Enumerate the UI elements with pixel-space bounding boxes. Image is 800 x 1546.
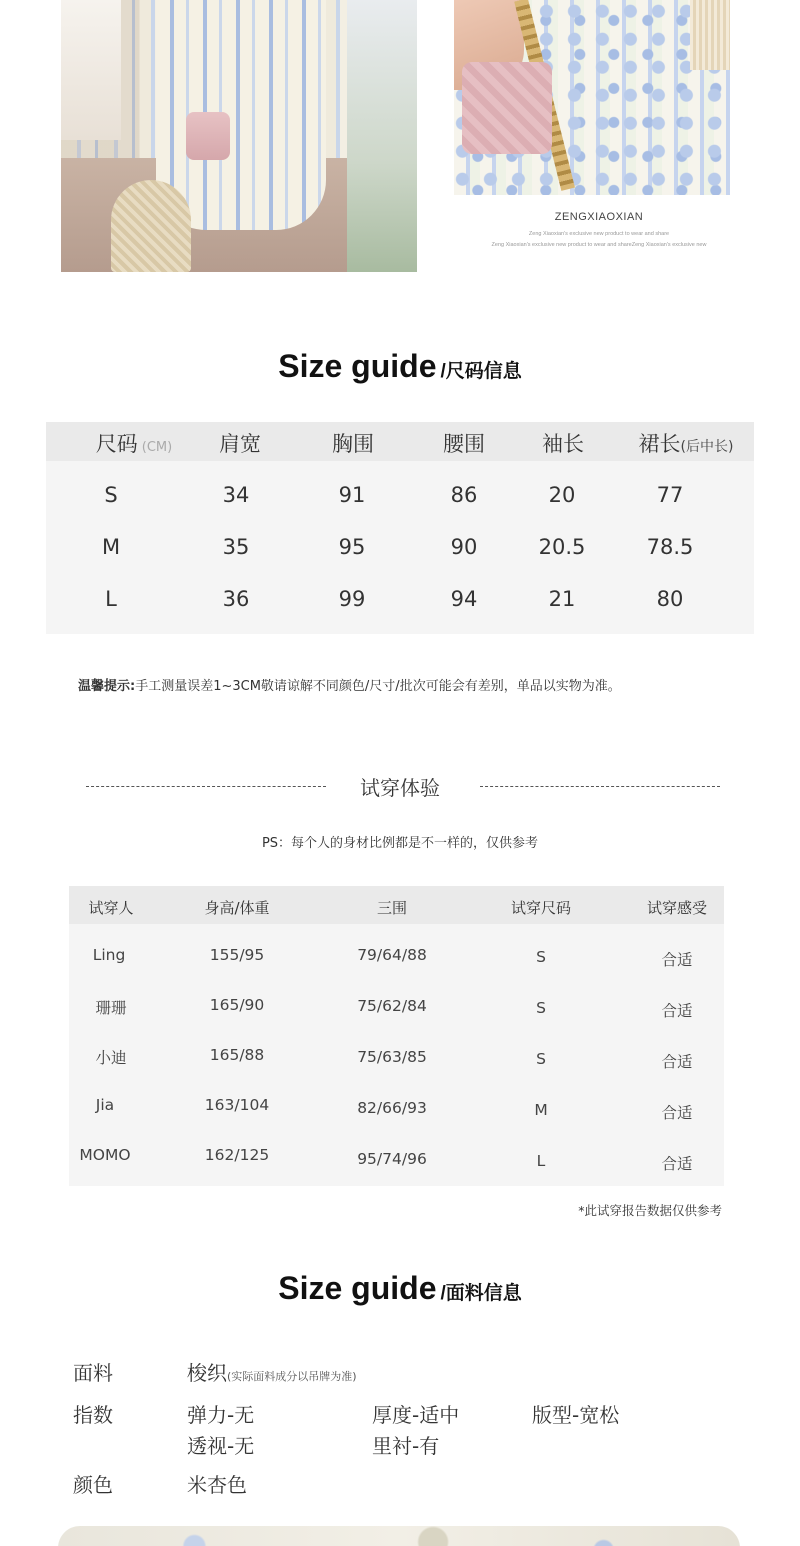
size-cell: 80 xyxy=(656,587,684,611)
try-cell: 合适 xyxy=(661,1053,693,1071)
try-cell: 合适 xyxy=(661,951,693,969)
fabric-detail-photo xyxy=(58,1526,740,1546)
size-cell: 77 xyxy=(656,483,684,507)
try-cell: 75/62/84 xyxy=(357,997,427,1015)
size-cell: 90 xyxy=(450,535,478,559)
try-on-ps: PS：每个人的身材比例都是不一样的，仅供参考 xyxy=(261,836,539,851)
size-cell: S xyxy=(104,483,118,507)
brand-tagline-2: Zeng Xiaoxian's exclusive new product to wear and shareZeng Xiaoxian's exclusive new xyxy=(491,242,707,248)
fabric-index-thickness: 厚度-适中 xyxy=(372,1403,460,1427)
try-cell: 162/125 xyxy=(204,1146,270,1164)
try-col-header-feeling: 试穿感受 xyxy=(646,899,708,917)
size-cell: L xyxy=(105,587,117,611)
size-table xyxy=(46,422,754,634)
size-guide-heading xyxy=(0,348,800,385)
size-cell: 20.5 xyxy=(538,535,586,559)
try-cell: S xyxy=(536,999,546,1017)
try-cell: 合适 xyxy=(661,1104,693,1122)
size-cell: 20 xyxy=(548,483,576,507)
try-cell: S xyxy=(536,948,546,966)
try-cell: 79/64/88 xyxy=(357,946,427,964)
tip-label: 温馨提示: xyxy=(78,679,136,694)
fabric-color-value: 米杏色 xyxy=(187,1473,247,1497)
size-cell: 36 xyxy=(222,587,250,611)
try-cell: 165/90 xyxy=(209,996,265,1014)
size-col-header-size: 尺码 (CM) xyxy=(95,432,173,456)
size-cell: M xyxy=(101,535,121,559)
photo-basket-bag xyxy=(111,180,191,272)
try-cell: 珊珊 xyxy=(95,999,127,1017)
try-cell: 82/66/93 xyxy=(357,1099,427,1117)
try-cell: M xyxy=(534,1101,548,1119)
fabric-index-transparency: 透视-无 xyxy=(187,1434,255,1458)
brand-name: ZENGXIAOXIAN xyxy=(554,211,644,223)
size-col-header-bust: 胸围 xyxy=(332,432,374,456)
size-cell: 95 xyxy=(338,535,366,559)
size-cell: 99 xyxy=(338,587,366,611)
size-cell: 86 xyxy=(450,483,478,507)
fabric-guide-subtitle: /面料信息 xyxy=(440,1283,522,1304)
dash-line-right xyxy=(480,786,720,787)
fabric-color-label: 颜色 xyxy=(73,1473,113,1497)
detail-photo-right xyxy=(454,0,730,195)
try-cell: 75/63/85 xyxy=(357,1048,427,1066)
fabric-material-note: (实际面料成分以吊牌为准) xyxy=(227,1370,357,1383)
size-col-header-shoulder: 肩宽 xyxy=(219,432,261,456)
try-cell: L xyxy=(536,1152,546,1170)
try-cell: 163/104 xyxy=(204,1096,270,1114)
size-guide-subtitle: /尺码信息 xyxy=(440,361,522,382)
try-cell: 95/74/96 xyxy=(357,1150,427,1168)
fabric-guide-title: Size guide xyxy=(278,1270,437,1306)
size-guide-title: Size guide xyxy=(278,348,437,384)
fabric-index-lining: 里衬-有 xyxy=(372,1434,440,1458)
try-cell: 小迪 xyxy=(95,1049,127,1067)
size-cell: 94 xyxy=(450,587,478,611)
photo-tassel xyxy=(690,0,730,70)
try-cell: 合适 xyxy=(661,1155,693,1173)
size-col-header-length: 裙长(后中长) xyxy=(638,432,734,456)
try-on-title: 试穿体验 xyxy=(360,776,440,800)
try-cell: 合适 xyxy=(661,1002,693,1020)
try-cell: Ling xyxy=(92,946,126,964)
fabric-material-label: 面料 xyxy=(73,1361,113,1385)
try-cell: MOMO xyxy=(79,1146,131,1164)
try-cell: 165/88 xyxy=(209,1046,265,1064)
photo-pink-bag xyxy=(186,112,230,160)
try-on-report-note: *此试穿报告数据仅供参考 xyxy=(578,1203,722,1218)
brand-tagline-1: Zeng Xiaoxian's exclusive new product to wear and share xyxy=(528,231,670,237)
model-photo-left xyxy=(61,0,417,272)
try-cell: S xyxy=(536,1050,546,1068)
try-on-table xyxy=(69,886,724,1186)
fabric-index-label: 指数 xyxy=(73,1403,113,1427)
fabric-index-elasticity: 弹力-无 xyxy=(187,1403,255,1427)
try-cell: Jia xyxy=(95,1096,115,1114)
size-cell: 91 xyxy=(338,483,366,507)
fabric-index-fit: 版型-宽松 xyxy=(532,1403,620,1427)
photo-quilted-bag xyxy=(462,62,552,154)
measurement-tip xyxy=(78,675,621,694)
size-cell: 34 xyxy=(222,483,250,507)
photo-pillar xyxy=(61,0,121,140)
size-col-header-waist: 腰围 xyxy=(443,432,485,456)
fabric-material-value: 梭织(实际面料成分以吊牌为准) xyxy=(187,1361,357,1385)
try-col-header-size: 试穿尺码 xyxy=(510,899,572,917)
size-cell: 78.5 xyxy=(646,535,694,559)
fabric-guide-heading xyxy=(0,1270,800,1307)
size-cell: 21 xyxy=(548,587,576,611)
size-cell: 35 xyxy=(222,535,250,559)
try-cell: 155/95 xyxy=(209,946,265,964)
photo-window xyxy=(347,0,417,272)
try-col-header-height-weight: 身高/体重 xyxy=(204,899,270,917)
size-col-header-sleeve: 袖长 xyxy=(542,432,584,456)
tip-text: 手工测量误差1~3CM敬请谅解不同颜色/尺寸/批次可能会有差别，单品以实物为准。 xyxy=(135,679,621,694)
try-col-header-measurements: 三围 xyxy=(376,899,408,917)
try-col-header-person: 试穿人 xyxy=(88,899,134,917)
